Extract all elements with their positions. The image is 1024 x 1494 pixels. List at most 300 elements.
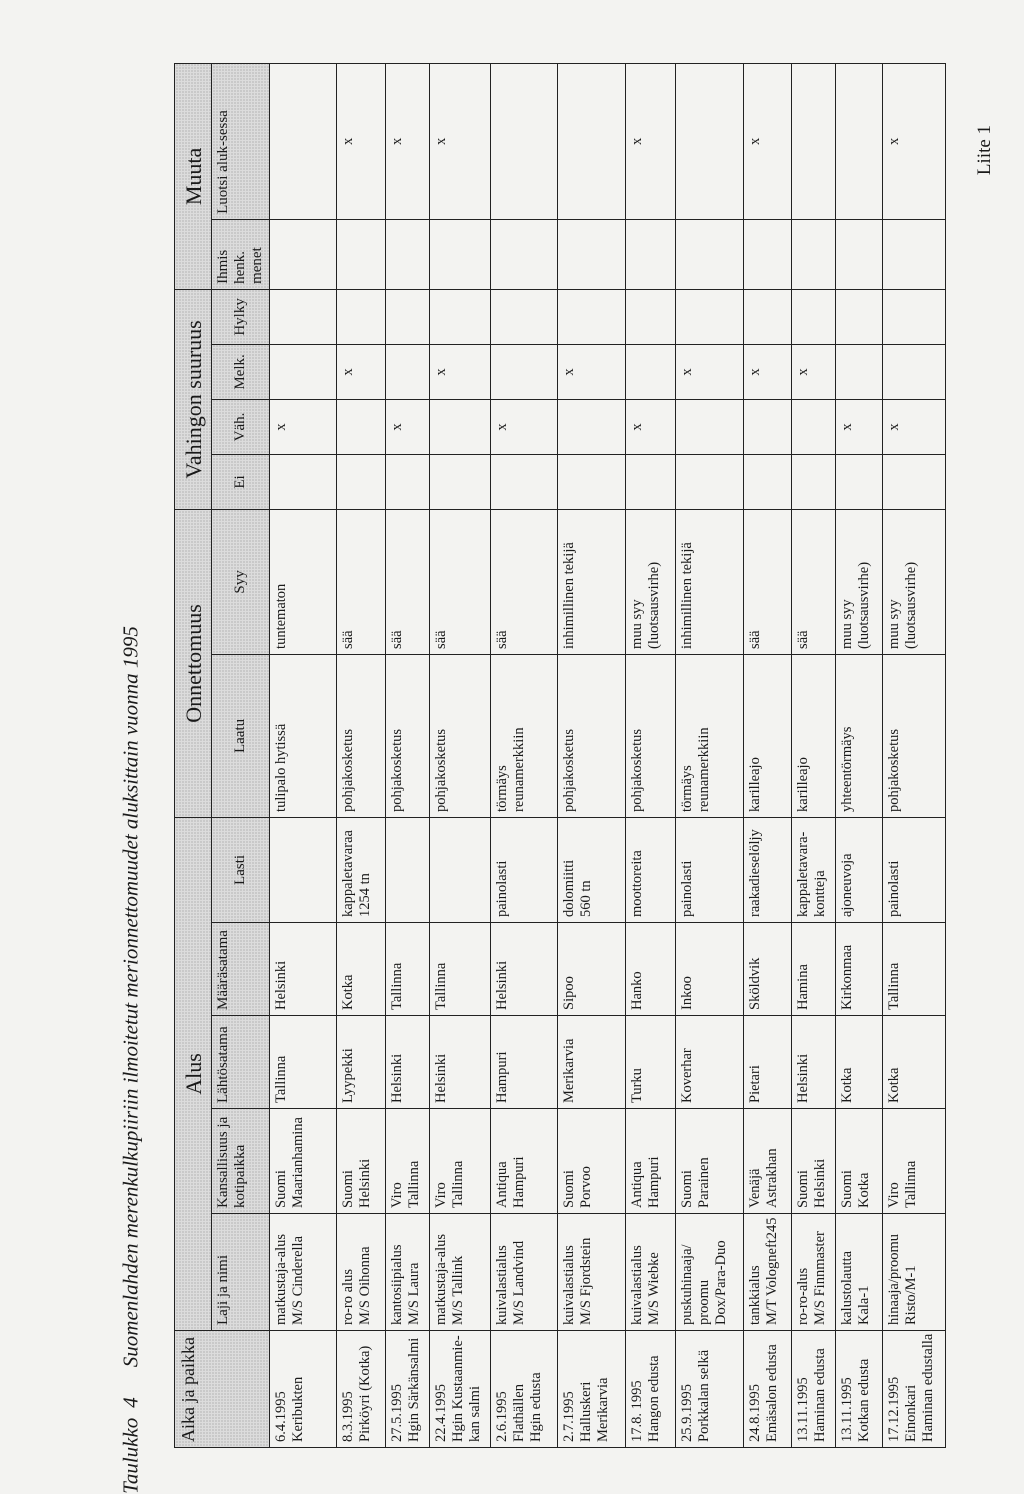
laji-ja-nimi-line: tankkialus	[746, 1265, 763, 1325]
laji-ja-nimi-line: M/T Vologneft245	[763, 1217, 780, 1325]
ei-mark	[836, 454, 882, 509]
aika-ja-paikka-cell	[430, 1331, 491, 1448]
aika-ja-paikka-line: 6.4.1995	[273, 1391, 289, 1442]
laji-ja-nimi-line: M/S Cinderella	[290, 1235, 306, 1325]
laji-ja-nimi-line: proomu	[696, 1279, 713, 1325]
laatu-cell	[491, 654, 558, 817]
table-row	[430, 63, 491, 1447]
header-ei: Ei	[212, 454, 270, 509]
laatu-cell	[625, 654, 676, 817]
syy-line: sää	[746, 630, 763, 649]
luotsi-mark: x	[743, 63, 791, 219]
laatu-line: pohjakosketus	[561, 728, 578, 812]
kansallisuus-line: Suomi	[561, 1170, 578, 1208]
lasti-line: kontteja	[812, 870, 829, 917]
ei-mark	[882, 454, 945, 509]
table-row	[337, 63, 385, 1447]
header-kansallisuus: Kansallisuus ja kotipaikka	[212, 1109, 270, 1214]
header-lasti: Lasti	[212, 817, 270, 922]
header-onnettomuus: Onnettomuus	[175, 509, 212, 817]
aika-ja-paikka-line: Hgin edusta	[528, 1372, 545, 1442]
kansallisuus-line: Suomi	[679, 1170, 696, 1208]
melk-mark: x	[676, 344, 743, 399]
lasti-line: kappaletavaraa	[340, 830, 357, 917]
lasti-cell	[882, 817, 945, 922]
aika-ja-paikka-cell	[792, 1331, 836, 1448]
ihmis-mark	[625, 219, 676, 289]
aika-ja-paikka-line: Kotkan edusta	[856, 1358, 873, 1442]
syy-line: sää	[388, 630, 405, 649]
kansallisuus-line: Maarianhamina	[290, 1117, 306, 1208]
laatu-cell	[676, 654, 743, 817]
syy-line: inhimillinen tekijä	[679, 542, 696, 649]
syy-cell	[337, 509, 385, 654]
syy-line: (luotsausvirhe)	[902, 561, 919, 649]
laji-ja-nimi-line: M/S Finnmaster	[812, 1231, 829, 1325]
aika-ja-paikka-line: 27.5.1995	[388, 1384, 405, 1442]
lasti-line: 1254 tn	[357, 873, 374, 917]
aika-ja-paikka-line: Emäsalon edusta	[763, 1344, 780, 1442]
aika-ja-paikka-line: 2.7.1995	[561, 1391, 578, 1442]
laji-ja-nimi-line: kuivalastialus	[494, 1245, 511, 1325]
laji-ja-nimi-cell	[270, 1214, 337, 1331]
aika-ja-paikka-line: Flathällen	[511, 1384, 528, 1442]
maarasatama-cell: Tallinna	[882, 923, 945, 1016]
header-aika-ja-paikka: Aika ja paikka	[175, 1331, 270, 1448]
accident-table	[174, 63, 946, 1448]
aika-ja-paikka-line: Halluskeri	[578, 1381, 595, 1442]
laatu-line: yhteentörmäys	[839, 726, 856, 812]
ihmis-mark	[836, 219, 882, 289]
lasti-line: dolomiitti	[561, 859, 578, 917]
kansallisuus-cell	[625, 1109, 676, 1214]
syy-cell	[270, 509, 337, 654]
header-vahingon-suuruus: Vahingon suuruus	[175, 289, 212, 509]
laji-ja-nimi-cell	[743, 1214, 791, 1331]
syy-line: (luotsausvirhe)	[856, 561, 873, 649]
lasti-line: painolasti	[885, 860, 902, 917]
vah-mark	[676, 399, 743, 454]
kansallisuus-line: Antiqua	[628, 1161, 645, 1208]
kansallisuus-cell	[430, 1109, 491, 1214]
header-vah: Väh.	[212, 399, 270, 454]
kansallisuus-line: Antiqua	[494, 1161, 511, 1208]
header-alus: Alus	[175, 817, 212, 1330]
luotsi-mark	[270, 63, 337, 219]
laatu-line: törmäys	[679, 765, 696, 812]
maarasatama-cell: Helsinki	[491, 923, 558, 1016]
table-row	[836, 63, 882, 1447]
ihmis-mark	[270, 219, 337, 289]
kansallisuus-line: Porvoo	[578, 1166, 595, 1208]
aika-ja-paikka-line: 22.4.1995	[433, 1384, 450, 1442]
maarasatama-cell: Sköldvik	[743, 923, 791, 1016]
laji-ja-nimi-cell	[385, 1214, 429, 1331]
melk-mark: x	[430, 344, 491, 399]
syy-cell	[882, 509, 945, 654]
lasti-cell	[743, 817, 791, 922]
laatu-line: pohjakosketus	[388, 728, 405, 812]
table-row	[743, 63, 791, 1447]
laji-ja-nimi-cell	[337, 1214, 385, 1331]
lasti-cell	[792, 817, 836, 922]
laji-ja-nimi-line: M/S Tallink	[450, 1255, 467, 1325]
maarasatama-cell: Hanko	[625, 923, 676, 1016]
lasti-cell	[491, 817, 558, 922]
maarasatama-cell: Sipoo	[558, 923, 625, 1016]
table-row	[385, 63, 429, 1447]
vah-mark: x	[625, 399, 676, 454]
page-label: Liite 1	[974, 124, 995, 176]
aika-ja-paikka-line: 2.6.1995	[494, 1391, 511, 1442]
laatu-line: tulipalo hytissä	[273, 723, 289, 812]
hylky-mark	[676, 289, 743, 344]
kansallisuus-line: Astrakhan	[763, 1148, 780, 1208]
lahtosatama-cell: Pietari	[743, 1016, 791, 1109]
aika-ja-paikka-line: Porkkalan selkä	[696, 1349, 713, 1442]
kansallisuus-cell	[836, 1109, 882, 1214]
kansallisuus-line: Viro	[433, 1182, 450, 1208]
syy-line: muu syy	[628, 599, 645, 649]
kansallisuus-line: Tallinna	[902, 1160, 919, 1208]
hylky-mark	[882, 289, 945, 344]
kansallisuus-line: Suomi	[795, 1170, 812, 1208]
rotated-table-container	[174, 64, 946, 1448]
kansallisuus-cell	[792, 1109, 836, 1214]
laji-ja-nimi-line: M/S Landvind	[511, 1240, 528, 1325]
syy-cell	[743, 509, 791, 654]
vah-mark: x	[882, 399, 945, 454]
laatu-cell	[882, 654, 945, 817]
melk-mark: x	[743, 344, 791, 399]
ihmis-mark	[882, 219, 945, 289]
maarasatama-cell: Helsinki	[270, 923, 337, 1016]
caption-number: 4	[118, 1397, 143, 1408]
hylky-mark	[385, 289, 429, 344]
luotsi-mark	[836, 63, 882, 219]
ei-mark	[430, 454, 491, 509]
ihmis-mark	[337, 219, 385, 289]
aika-ja-paikka-line: Merikarvia	[595, 1377, 612, 1442]
laatu-line: karilleajo	[746, 757, 763, 812]
laatu-cell	[743, 654, 791, 817]
hylky-mark	[625, 289, 676, 344]
header-lahtosatama: Lähtösatama	[212, 1016, 270, 1109]
ei-mark	[558, 454, 625, 509]
luotsi-mark: x	[430, 63, 491, 219]
lahtosatama-cell: Merikarvia	[558, 1016, 625, 1109]
hylky-mark	[337, 289, 385, 344]
lasti-cell	[430, 817, 491, 922]
table-caption	[119, 626, 144, 1494]
aika-ja-paikka-line: Einonkari	[902, 1384, 919, 1442]
aika-ja-paikka-line: Hangon edusta	[645, 1355, 662, 1442]
lasti-cell	[676, 817, 743, 922]
lasti-cell	[270, 817, 337, 922]
laji-ja-nimi-cell	[491, 1214, 558, 1331]
hylky-mark	[558, 289, 625, 344]
header-muuta: Muuta	[175, 63, 212, 289]
maarasatama-cell: Tallinna	[430, 923, 491, 1016]
kansallisuus-line: Parainen	[696, 1157, 713, 1208]
laji-ja-nimi-line: ro-ro-alus	[795, 1267, 812, 1325]
laatu-line: reunamerkkiin	[696, 727, 713, 812]
syy-line: sää	[494, 630, 511, 649]
aika-ja-paikka-line: Hgin Särkänsalmi	[405, 1337, 422, 1442]
vah-mark	[337, 399, 385, 454]
vah-mark	[558, 399, 625, 454]
table-row	[792, 63, 836, 1447]
lasti-cell	[558, 817, 625, 922]
laatu-line: pohjakosketus	[885, 728, 902, 812]
vah-mark	[430, 399, 491, 454]
lasti-line: painolasti	[679, 860, 696, 917]
laji-ja-nimi-cell	[430, 1214, 491, 1331]
table-row	[625, 63, 676, 1447]
ihmis-mark	[792, 219, 836, 289]
lasti-line: raakadieselöljy	[746, 829, 763, 917]
aika-ja-paikka-cell	[676, 1331, 743, 1448]
aika-ja-paikka-line: Keribukten	[290, 1376, 306, 1442]
ei-mark	[743, 454, 791, 509]
aika-ja-paikka-cell	[625, 1331, 676, 1448]
aika-ja-paikka-line: 24.8.1995	[746, 1384, 763, 1442]
ei-mark	[337, 454, 385, 509]
aika-ja-paikka-cell	[385, 1331, 429, 1448]
table-row	[882, 63, 945, 1447]
maarasatama-cell: Kirkonmaa	[836, 923, 882, 1016]
syy-line: muu syy	[885, 599, 902, 649]
maarasatama-cell: Hamina	[792, 923, 836, 1016]
kansallisuus-line: Venäjä	[746, 1168, 763, 1208]
table-row	[270, 63, 337, 1447]
kansallisuus-line: Tallinna	[450, 1160, 467, 1208]
hylky-mark	[270, 289, 337, 344]
laji-ja-nimi-line: Risto/M-1	[902, 1265, 919, 1325]
laji-ja-nimi-cell	[676, 1214, 743, 1331]
syy-cell	[558, 509, 625, 654]
vah-mark	[792, 399, 836, 454]
syy-line: sää	[795, 630, 812, 649]
kansallisuus-line: Tallinna	[405, 1160, 422, 1208]
hylky-mark	[836, 289, 882, 344]
kansallisuus-line: Helsinki	[357, 1158, 374, 1208]
vah-mark: x	[491, 399, 558, 454]
aika-ja-paikka-line: Pirköyri (Kotka)	[357, 1345, 374, 1442]
aika-ja-paikka-line: Haminan edustalla	[919, 1333, 936, 1442]
lahtosatama-cell: Koverhar	[676, 1016, 743, 1109]
melk-mark: x	[337, 344, 385, 399]
aika-ja-paikka-cell	[882, 1331, 945, 1448]
luotsi-mark	[491, 63, 558, 219]
luotsi-mark: x	[882, 63, 945, 219]
melk-mark	[385, 344, 429, 399]
ihmis-mark	[385, 219, 429, 289]
syy-cell	[676, 509, 743, 654]
lasti-cell	[385, 817, 429, 922]
kansallisuus-line: Viro	[388, 1182, 405, 1208]
luotsi-mark	[676, 63, 743, 219]
syy-cell	[430, 509, 491, 654]
aika-ja-paikka-line: 13.11.1995	[839, 1377, 856, 1442]
laatu-cell	[270, 654, 337, 817]
laatu-cell	[836, 654, 882, 817]
laji-ja-nimi-line: kalustolautta	[839, 1250, 856, 1325]
laji-ja-nimi-line: kuivalastialus	[561, 1245, 578, 1325]
header-maarasatama: Määräsatama	[212, 923, 270, 1016]
header-row-groups	[175, 63, 212, 1447]
table-row	[491, 63, 558, 1447]
syy-line: muu syy	[839, 599, 856, 649]
aika-ja-paikka-cell	[836, 1331, 882, 1448]
syy-cell	[385, 509, 429, 654]
table-row	[676, 63, 743, 1447]
laatu-cell	[385, 654, 429, 817]
syy-cell	[491, 509, 558, 654]
melk-mark	[625, 344, 676, 399]
lasti-cell	[836, 817, 882, 922]
lasti-line: 560 tn	[578, 880, 595, 917]
luotsi-mark: x	[385, 63, 429, 219]
lasti-line: moottoreita	[628, 850, 645, 917]
lasti-line: ajoneuvoja	[839, 853, 856, 917]
vah-mark	[743, 399, 791, 454]
lahtosatama-cell: Turku	[625, 1016, 676, 1109]
syy-line: inhimillinen tekijä	[561, 542, 578, 649]
maarasatama-cell: Kotka	[337, 923, 385, 1016]
kansallisuus-line: Suomi	[273, 1170, 289, 1208]
kansallisuus-cell	[337, 1109, 385, 1214]
melk-mark	[270, 344, 337, 399]
header-luotsi-aluksessa: Luotsi aluk-sessa	[212, 63, 270, 219]
laji-ja-nimi-line: M/S Oihonna	[357, 1246, 374, 1325]
kansallisuus-cell	[270, 1109, 337, 1214]
ei-mark	[491, 454, 558, 509]
aika-ja-paikka-line: Haminan edusta	[812, 1348, 829, 1442]
vah-mark: x	[270, 399, 337, 454]
kansallisuus-line: Hampuri	[511, 1156, 528, 1208]
laji-ja-nimi-line: puskuhinaaja/	[679, 1244, 696, 1325]
lahtosatama-cell: Lyypekki	[337, 1016, 385, 1109]
caption-prefix: Taulukko	[118, 1417, 143, 1494]
table-row	[558, 63, 625, 1447]
lasti-cell	[625, 817, 676, 922]
syy-cell	[625, 509, 676, 654]
hylky-mark	[430, 289, 491, 344]
hylky-mark	[491, 289, 558, 344]
syy-line: sää	[340, 630, 357, 649]
ei-mark	[625, 454, 676, 509]
lahtosatama-cell: Kotka	[836, 1016, 882, 1109]
laatu-line: pohjakosketus	[433, 728, 450, 812]
aika-ja-paikka-line: kan salmi	[467, 1386, 484, 1442]
aika-ja-paikka-line: 17.8. 1995	[628, 1380, 645, 1442]
ei-mark	[385, 454, 429, 509]
lahtosatama-cell: Tallinna	[270, 1016, 337, 1109]
kansallisuus-cell	[676, 1109, 743, 1214]
vah-mark: x	[385, 399, 429, 454]
laji-ja-nimi-line: kuivalastialus	[628, 1245, 645, 1325]
aika-ja-paikka-cell	[558, 1331, 625, 1448]
syy-line: (luotsausvirhe)	[645, 561, 662, 649]
maarasatama-cell: Inkoo	[676, 923, 743, 1016]
laji-ja-nimi-cell	[882, 1214, 945, 1331]
laatu-line: törmäys	[494, 765, 511, 812]
kansallisuus-line: Suomi	[839, 1170, 856, 1208]
header-syy: Syy	[212, 509, 270, 654]
aika-ja-paikka-cell	[270, 1331, 337, 1448]
laji-ja-nimi-line: M/S Fjordstein	[578, 1237, 595, 1325]
melk-mark	[491, 344, 558, 399]
aika-ja-paikka-line: 13.11.1995	[795, 1377, 812, 1442]
lasti-cell	[337, 817, 385, 922]
ihmis-mark	[430, 219, 491, 289]
kansallisuus-line: Kotka	[856, 1172, 873, 1208]
aika-ja-paikka-line: 8.3.1995	[340, 1391, 357, 1442]
header-ihmishenkien-menetys: Ihmis henk. menet	[212, 219, 270, 289]
laji-ja-nimi-line: kantosiipialus	[388, 1244, 405, 1325]
aika-ja-paikka-line: 17.12.1995	[885, 1376, 902, 1442]
lahtosatama-cell: Helsinki	[430, 1016, 491, 1109]
syy-cell	[836, 509, 882, 654]
aika-ja-paikka-cell	[743, 1331, 791, 1448]
melk-mark: x	[558, 344, 625, 399]
laji-ja-nimi-cell	[836, 1214, 882, 1331]
lahtosatama-cell: Hampuri	[491, 1016, 558, 1109]
kansallisuus-line: Viro	[885, 1182, 902, 1208]
lasti-line: painolasti	[494, 860, 511, 917]
laji-ja-nimi-line: M/S Laura	[405, 1262, 422, 1325]
header-row-columns	[212, 63, 270, 1447]
kansallisuus-line: Suomi	[340, 1170, 357, 1208]
laatu-cell	[337, 654, 385, 817]
luotsi-mark	[558, 63, 625, 219]
laatu-cell	[792, 654, 836, 817]
melk-mark	[836, 344, 882, 399]
laji-ja-nimi-line: Dox/Para-Duo	[713, 1240, 730, 1325]
accident-rows	[270, 63, 946, 1447]
syy-line: sää	[433, 630, 450, 649]
ihmis-mark	[676, 219, 743, 289]
hylky-mark	[743, 289, 791, 344]
aika-ja-paikka-cell	[491, 1331, 558, 1448]
kansallisuus-cell	[743, 1109, 791, 1214]
laatu-line: pohjakosketus	[340, 728, 357, 812]
hylky-mark	[792, 289, 836, 344]
caption-text: Suomenlahden merenkulkupiiriin ilmoitetut merionnettomuudet aluksittain vuonna 1995	[118, 626, 143, 1368]
laji-ja-nimi-cell	[558, 1214, 625, 1331]
header-hylky: Hylky	[212, 289, 270, 344]
ihmis-mark	[558, 219, 625, 289]
ei-mark	[792, 454, 836, 509]
maarasatama-cell: Tallinna	[385, 923, 429, 1016]
laatu-cell	[430, 654, 491, 817]
laji-ja-nimi-line: Kala-1	[856, 1285, 873, 1325]
aika-ja-paikka-line: 25.9.1995	[679, 1384, 696, 1442]
laji-ja-nimi-line: matkustaja-alus	[433, 1233, 450, 1325]
ei-mark	[676, 454, 743, 509]
syy-cell	[792, 509, 836, 654]
kansallisuus-line: Hampuri	[645, 1156, 662, 1208]
laatu-cell	[558, 654, 625, 817]
laatu-line: reunamerkkiin	[511, 727, 528, 812]
laji-ja-nimi-cell	[625, 1214, 676, 1331]
laatu-line: karilleajo	[795, 757, 812, 812]
melk-mark: x	[792, 344, 836, 399]
kansallisuus-cell	[558, 1109, 625, 1214]
aika-ja-paikka-line: Hgin Kustaanmie-	[450, 1335, 467, 1442]
syy-line: tuntematon	[273, 583, 289, 649]
